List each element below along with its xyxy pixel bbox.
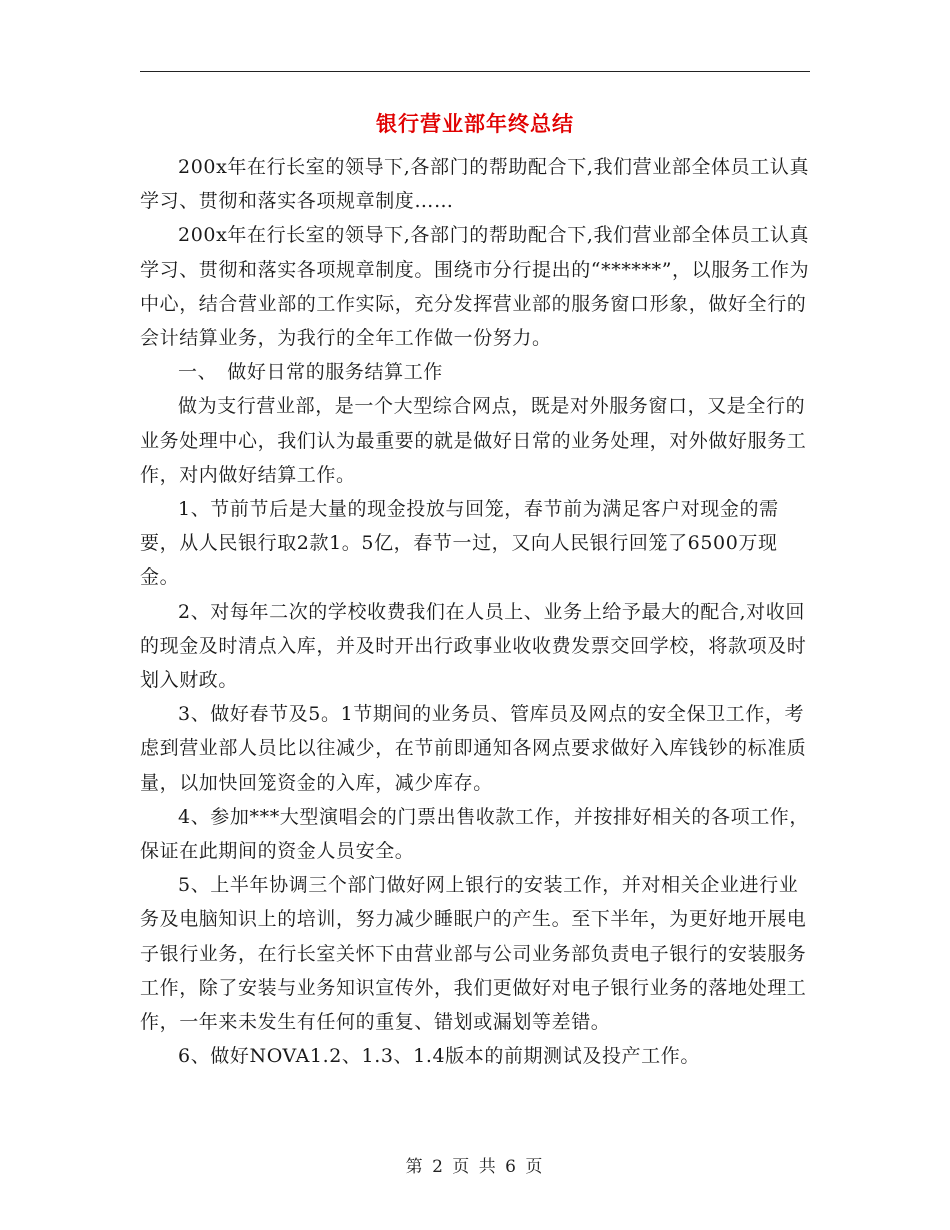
list-item-6: 6、做好NOVA1.2、1.3、1.4版本的前期测试及投产工作。 <box>178 1045 700 1068</box>
header-rule <box>140 71 810 72</box>
list-item-5: 5、上半年协调三个部门做好网上银行的安装工作，并对相关企业进行业务及电脑知识上的培训，努力减少睡眠户的产生。至下半年，为更好地开展电子银行业务，在行长室关怀下由营业部与公司业务部负责电子银行的安装服务工作，除了安装与业务知识宣传外，我们更做好对电子银行业务的落地处理工作，一年来未发生有任何的重复、错划或漏划等差错。 <box>140 874 807 1034</box>
page-number: 第 2 页 共 6 页 <box>405 1157 545 1177</box>
list-item-3: 3、做好春节及5。1节期间的业务员、管库员及网点的安全保卫工作，考虑到营业部人员比以往减少，在节前即通知各网点要求做好入库钱钞的标准质量，以加快回笼资金的入库，减少库存。 <box>140 703 807 794</box>
section-heading-1: 一、 做好日常的服务结算工作 <box>178 361 443 384</box>
paragraph-intro-summary: 200x年在行长室的领导下,各部门的帮助配合下,我们营业部全体员工认真学习、贯彻和落实各项规章制度…… <box>140 156 810 213</box>
list-item-2: 2、对每年二次的学校收费我们在人员上、业务上给予最大的配合,对收回的现金及时清点入库，并及时开出行政事业收收费发票交回学校，将款项及时划入财政。 <box>140 600 807 692</box>
list-item-4: 4、参加***大型演唱会的门票出售收款工作，并按排好相关的各项工作，保证在此期间的资金人员安全。 <box>140 805 809 863</box>
paragraph-intro: 200x年在行长室的领导下,各部门的帮助配合下,我们营业部全体员工认真学习、贯彻和落实各项规章制度。围绕市分行提出的“******”，以服务工作为中心，结合营业部的工作实际，充分发挥营业部的服务窗口形象，做好全行的会计结算业务，为我行的全年工作做一份努力。 <box>140 224 810 350</box>
document-title: 银行营业部年终总结 <box>376 112 574 136</box>
list-item-1: 1、节前节后是大量的现金投放与回笼，春节前为满足客户对现金的需要，从人民银行取2款1。5亿，春节一过，又向人民银行回笼了6500万现金。 <box>140 498 779 589</box>
document-body <box>140 150 815 1073</box>
paragraph-section-1: 做为支行营业部，是一个大型综合网点，既是对外服务窗口，又是全行的业务处理中心，我们认为最重要的就是做好日常的业务处理，对外做好服务工作，对内做好结算工作。 <box>140 395 807 486</box>
